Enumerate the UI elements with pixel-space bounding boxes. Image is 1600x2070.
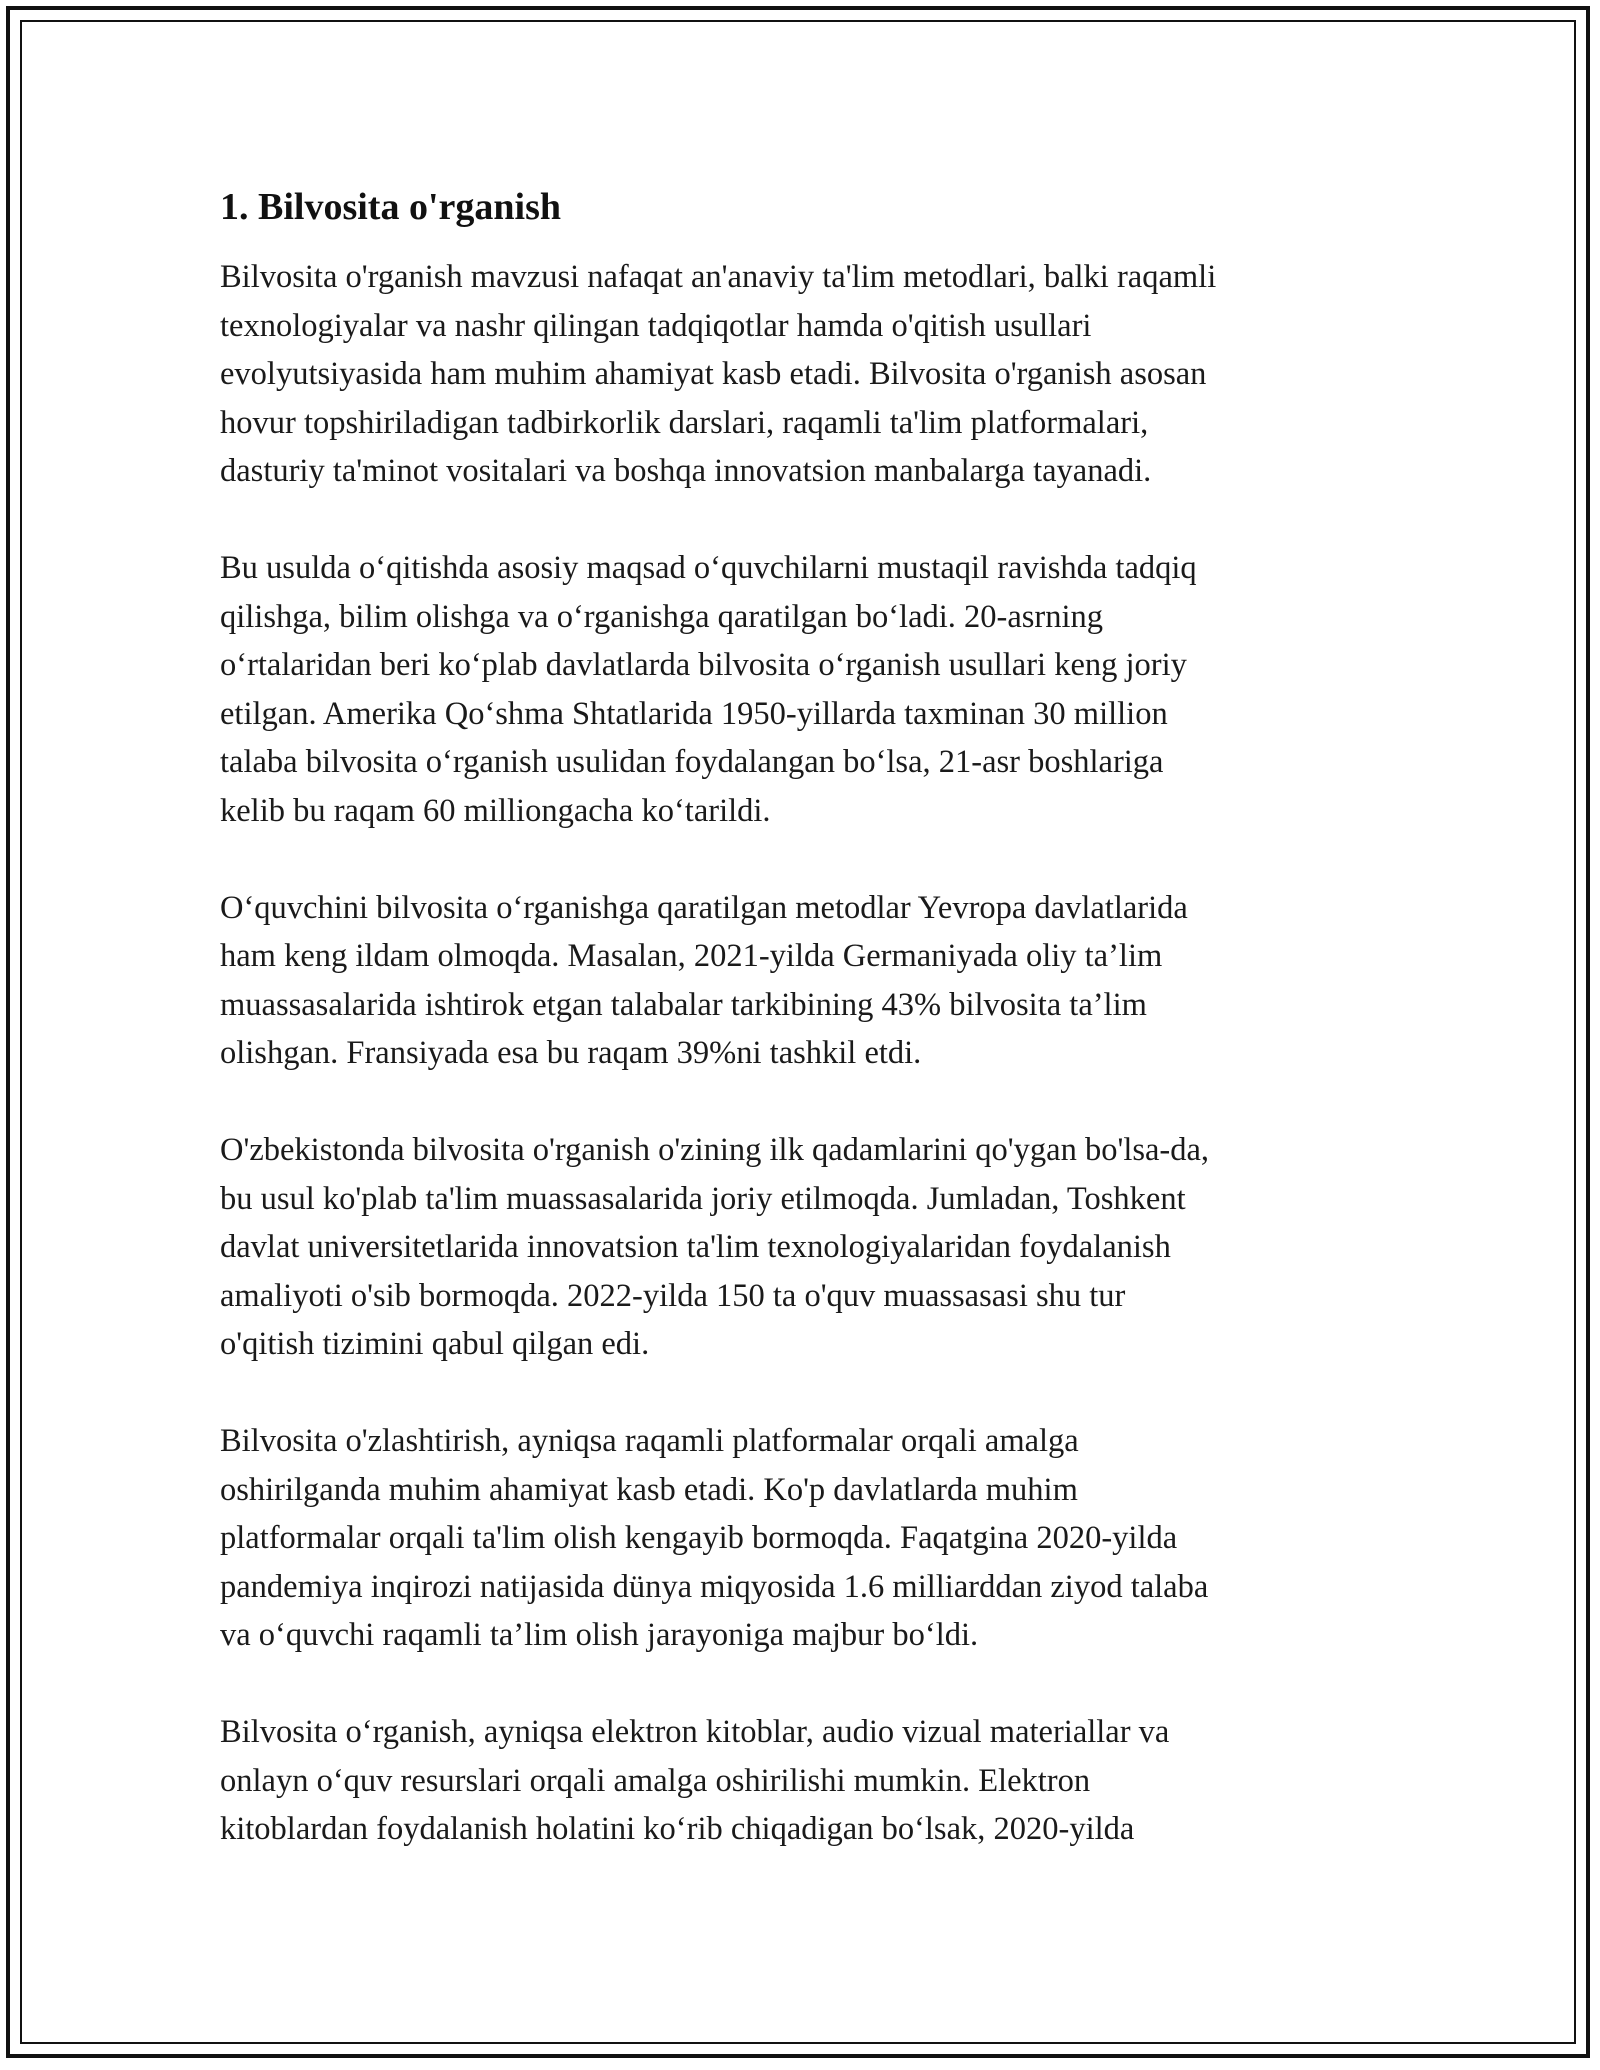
text-line: amaliyoti o'sib bormoqda. 2022-yilda 150 ta o'quv muassasasi shu tur <box>220 1277 1126 1314</box>
text-line: o‘rtalaridan beri ko‘plab davlatlarda bilvosita o‘rganish usullari keng joriy <box>220 647 1187 683</box>
paragraph <box>220 1417 1370 1660</box>
page-title: 1. Bilvosita o'rganish <box>220 186 561 228</box>
paragraph <box>220 1126 1370 1369</box>
text-line: onlayn o‘quv resurslari orqali amalga oshirilishi mumkin. Elektron <box>220 1762 1091 1799</box>
text-line: Bilvosita o‘rganish, ayniqsa elektron kitoblar, audio vizual materiallar va <box>220 1714 1170 1750</box>
text-line: O'zbekistonda bilvosita o'rganish o'zining ilk qadamlarini qo'ygan bo'lsa-da, <box>220 1132 1210 1168</box>
text-line: pandemiya inqirozi natijasida dünya miqyosida 1.6 milliarddan ziyod talaba <box>220 1568 1209 1605</box>
text-line: olishgan. Fransiyada esa bu raqam 39%ni tashkil etdi. <box>220 1035 922 1071</box>
text-line: texnologiyalar va nashr qilingan tadqiqotlar hamda o'qitish usullari <box>220 307 1092 344</box>
text-line: oshirilganda muhim ahamiyat kasb etadi. Ko'p davlatlarda muhim <box>220 1471 1078 1508</box>
text-line: va o‘quvchi raqamli ta’lim olish jarayoniga majbur bo‘ldi. <box>220 1617 979 1653</box>
text-line: kitoblardan foydalanish holatini ko‘rib chiqadigan bo‘lsak, 2020-yilda <box>220 1811 1135 1847</box>
text-line: evolyutsiyasida ham muhim ahamiyat kasb etadi. Bilvosita o'rganish asosan <box>220 356 1207 392</box>
text-line: O‘quvchini bilvosita o‘rganishga qaratilgan metodlar Yevropa davlatlarida <box>220 889 1188 926</box>
paragraph <box>220 253 1370 496</box>
text-line: platformalar orqali ta'lim olish kengayib bormoqda. Faqatgina 2020-yilda <box>220 1520 1178 1556</box>
text-line: kelib bu raqam 60 milliongacha ko‘tarildi. <box>220 792 771 829</box>
paragraph <box>220 1708 1370 1854</box>
text-line: etilgan. Amerika Qo‘shma Shtatlarida 1950-yillarda taxminan 30 million <box>220 695 1168 732</box>
text-line: qilishga, bilim olishga va o‘rganishga qaratilgan bo‘ladi. 20-asrning <box>220 598 1104 635</box>
text-line: bu usul ko'plab ta'lim muassasalarida joriy etilmoqda. Jumladan, Toshkent <box>220 1180 1186 1217</box>
text-line: Bu usulda o‘qitishda asosiy maqsad o‘quvchilarni mustaqil ravishda tadqiq <box>220 550 1197 586</box>
text-line: Bilvosita o'zlashtirish, ayniqsa raqamli platformalar orqali amalga <box>220 1423 1079 1459</box>
text-line: ham keng ildam olmoqda. Masalan, 2021-yilda Germaniyada oliy ta’lim <box>220 938 1163 974</box>
text-line: davlat universitetlarida innovatsion ta'lim texnologiyalaridan foydalanish <box>220 1229 1171 1265</box>
text-line: muassasalarida ishtirok etgan talabalar tarkibining 43% bilvosita ta’lim <box>220 986 1147 1023</box>
text-line: Bilvosita o'rganish mavzusi nafaqat an'anaviy ta'lim metodlari, balki raqamli <box>220 259 1217 295</box>
text-line: o'qitish tizimini qabul qilgan edi. <box>220 1326 650 1362</box>
text-line: dasturiy ta'minot vositalari va boshqa innovatsion manbalarga tayanadi. <box>220 453 1152 489</box>
text-line: talaba bilvosita o‘rganish usulidan foydalangan bo‘lsa, 21-asr boshlariga <box>220 744 1164 780</box>
text-line: hovur topshiriladigan tadbirkorlik darslari, raqamli ta'lim platformalari, <box>220 404 1149 441</box>
paragraph <box>220 884 1370 1078</box>
paragraph <box>220 544 1370 835</box>
document-body <box>220 185 1370 1902</box>
